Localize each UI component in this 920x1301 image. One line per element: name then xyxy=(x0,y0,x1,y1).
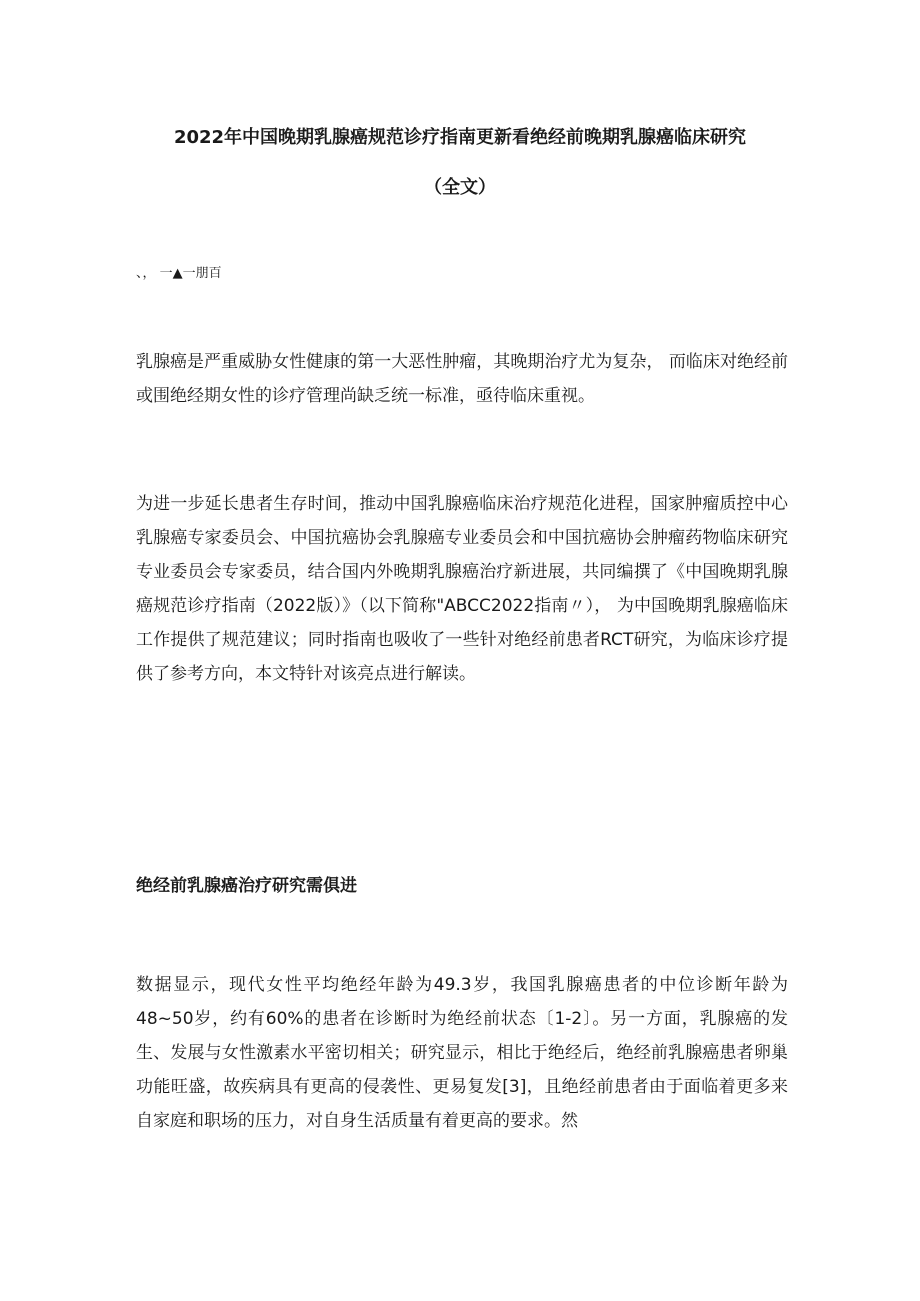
paragraph-intro: 乳腺癌是严重威胁女性健康的第一大恶性肿瘤，其晚期治疗尤为复杂， 而临床对绝经前或围绝经期女性的诊疗管理尚缺乏统一标准，亟待临床重视。 xyxy=(136,352,788,406)
document-title: 2022年中国晚期乳腺癌规范诊疗指南更新看绝经前晚期乳腺癌临床研究 xyxy=(173,127,747,148)
garbled-note: 、， 一▲一朋百 xyxy=(136,266,222,281)
paragraph-guideline: 为进一步延长患者生存时间，推动中国乳腺癌临床治疗规范化进程，国家肿瘤质控中心乳腺癌专家委员会、中国抗癌协会乳腺癌专业委员会和中国抗癌协会肿瘤药物临床研究专业委员会专家委员，结合国内外晚期乳腺癌治疗新进展，共同编撰了《中国晚期乳腺癌规范诊疗指南（2022版）》（以下简称"ABCC2022指南〃）， 为中国晚期乳腺癌临床工作提供了规范建议；同时指南也吸收了一些针对绝经前患者RCT研究，为临床诊疗提供了参考方向，本文特针对该亮点进行解读。 xyxy=(136,494,788,684)
document-title-suffix: （全文） xyxy=(424,177,496,198)
paragraph-data: 数据显示，现代女性平均绝经年龄为49.3岁，我国乳腺癌患者的中位诊断年龄为48~50岁，约有60%的患者在诊断时为绝经前状态〔1-2〕。另一方面，乳腺癌的发生、发展与女性激素水平密切相关；研究显示，相比于绝经后，绝经前乳腺癌患者卵巢功能旺盛，故疾病具有更高的侵袭性、更易复发[3]，且绝经前患者由于面临着更多来自家庭和职场的压力，对自身生活质量有着更高的要求。然 xyxy=(136,975,788,1131)
section-heading: 绝经前乳腺癌治疗研究需俱进 xyxy=(136,876,357,896)
